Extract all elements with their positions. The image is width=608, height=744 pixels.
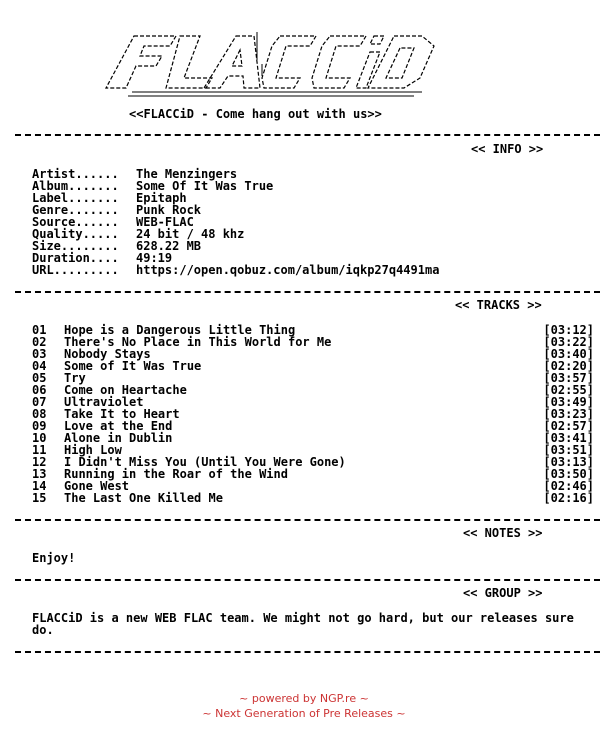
track-title: Love at the End — [64, 419, 173, 433]
group-text: FLACCiD is a new WEB FLAC team. We might not go hard, but our releases sure do. — [32, 611, 574, 637]
track-title: High Low — [64, 443, 122, 457]
track-title: Ultraviolet — [64, 395, 144, 409]
track-duration: [03:51] — [543, 443, 594, 457]
track-title: The Last One Killed Me — [64, 491, 223, 505]
track-number: 09 — [32, 419, 47, 433]
info-value: 24 bit / 48 khz — [136, 227, 245, 241]
section-divider — [15, 651, 600, 653]
track-duration: [03:49] — [543, 395, 594, 409]
info-section-header: << INFO >> — [471, 142, 544, 156]
track-number: 03 — [32, 347, 47, 361]
info-value: Punk Rock — [136, 203, 202, 217]
notes-text: Enjoy! — [32, 551, 76, 565]
info-key: Duration.... — [32, 251, 119, 265]
track-title: Nobody Stays — [64, 347, 151, 361]
track-number: 06 — [32, 383, 47, 397]
track-title: Try — [64, 371, 86, 385]
track-title: Take It to Heart — [64, 407, 180, 421]
group-section-header: << GROUP >> — [463, 586, 543, 600]
track-duration: [03:13] — [543, 455, 594, 469]
info-value: 628.22 MB — [136, 239, 202, 253]
track-number: 04 — [32, 359, 47, 373]
info-row — [32, 264, 439, 276]
info-value: 49:19 — [136, 251, 173, 265]
tagline: <<FLACCiD - Come hang out with us>> — [129, 107, 382, 121]
track-title: I Didn't Miss You (Until You Were Gone) — [64, 455, 346, 469]
track-title: Come on Heartache — [64, 383, 187, 397]
notes-section-header: << NOTES >> — [463, 526, 543, 540]
track-duration: [02:46] — [543, 479, 594, 493]
track-duration: [03:22] — [543, 335, 594, 349]
track-number: 02 — [32, 335, 47, 349]
info-key: Genre....... — [32, 203, 119, 217]
flaccid-logo — [104, 30, 438, 100]
info-value: https://open.qobuz.com/album/iqkp27q4491ma — [136, 263, 440, 277]
footer-tagline: ~ Next Generation of Pre Releases ~ — [202, 707, 406, 720]
track-duration: [03:50] — [543, 467, 594, 481]
info-key: Source...... — [32, 215, 119, 229]
track-duration: [02:55] — [543, 383, 594, 397]
track-number: 08 — [32, 407, 47, 421]
track-title: Running in the Roar of the Wind — [64, 467, 288, 481]
track-title: Alone in Dublin — [64, 431, 173, 445]
track-duration: [03:41] — [543, 431, 594, 445]
track-duration: [02:16] — [543, 491, 594, 505]
tracks-section-header: << TRACKS >> — [455, 298, 542, 312]
info-key: Size........ — [32, 239, 119, 253]
info-value: Some Of It Was True — [136, 179, 274, 193]
info-key: URL......... — [32, 263, 119, 277]
track-duration: [03:57] — [543, 371, 594, 385]
section-divider — [15, 519, 600, 521]
track-duration: [02:20] — [543, 359, 594, 373]
track-row — [32, 360, 594, 372]
info-key: Album....... — [32, 179, 119, 193]
section-divider — [15, 291, 600, 293]
section-divider — [15, 134, 600, 136]
info-key: Artist...... — [32, 167, 119, 181]
track-duration: [03:40] — [543, 347, 594, 361]
info-value: Epitaph — [136, 191, 187, 205]
info-value: The Menzingers — [136, 167, 238, 181]
info-key: Quality..... — [32, 227, 119, 241]
track-title: Hope is a Dangerous Little Thing — [64, 323, 296, 337]
track-duration: [02:57] — [543, 419, 594, 433]
track-duration: [03:23] — [543, 407, 594, 421]
track-number: 05 — [32, 371, 47, 385]
footer-powered-by: ~ powered by NGP.re ~ — [239, 692, 369, 705]
track-number: 12 — [32, 455, 47, 469]
track-row — [32, 492, 594, 504]
track-number: 15 — [32, 491, 47, 505]
track-number: 11 — [32, 443, 47, 457]
track-title: Gone West — [64, 479, 130, 493]
info-key: Label....... — [32, 191, 119, 205]
track-duration: [03:12] — [543, 323, 594, 337]
track-number: 14 — [32, 479, 47, 493]
track-title: Some of It Was True — [64, 359, 202, 373]
track-number: 13 — [32, 467, 47, 481]
info-value: WEB-FLAC — [136, 215, 194, 229]
track-number: 10 — [32, 431, 47, 445]
track-title: There's No Place in This World for Me — [64, 335, 332, 349]
track-number: 01 — [32, 323, 47, 337]
track-number: 07 — [32, 395, 47, 409]
section-divider — [15, 579, 600, 581]
